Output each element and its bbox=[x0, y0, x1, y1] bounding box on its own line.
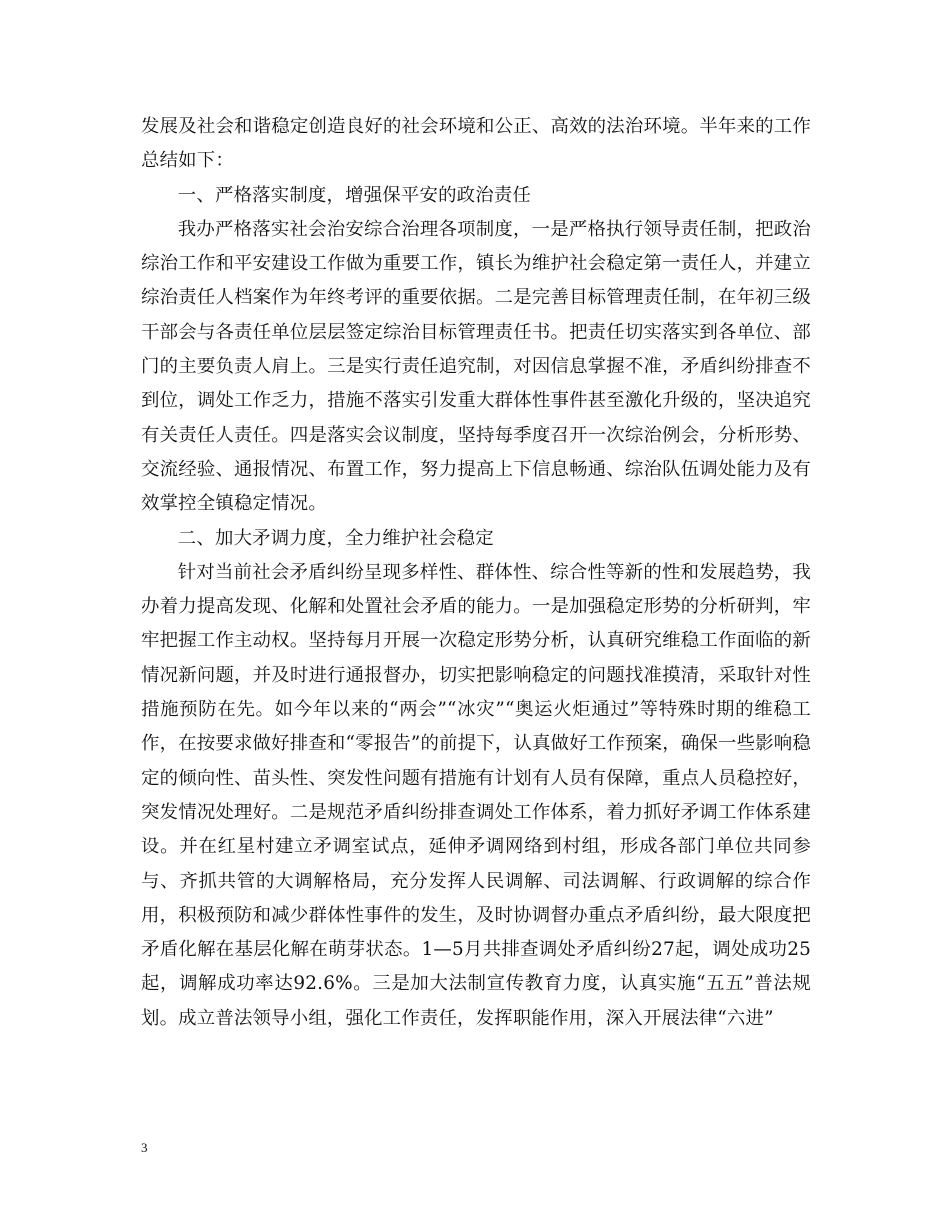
paragraph-section-1-body: 我办严格落实社会治安综合治理各项制度，一是严格执行领导责任制，把政治综治工作和平安建设工作做为重要工作，镇长为维护社会稳定第一责任人，并建立综治责任人档案作为年终考评的重要依据。二是完善目标管理责任制，在年初三级干部会与各责任单位层层签定综治目标管理责任书。把责任切实落实到各单位、部门的主要负责人肩上。三是实行责任追究制，对因信息掌握不准，矛盾纠纷排查不到位，调处工作乏力，措施不落实引发重大群体性事件甚至激化升级的，坚决追究有关责任人责任。四是落实会议制度，坚持每季度召开一次综治例会，分析形势、交流经验、通报情况、布置工作，努力提高上下信息畅通、综治队伍调处能力及有效掌控全镇稳定情况。 bbox=[141, 218, 811, 515]
paragraph-section-2-body: 针对当前社会矛盾纠纷呈现多样性、群体性、综合性等新的性和发展趋势，我办着力提高发现、化解和处置社会矛盾的能力。一是加强稳定形势的分析研判，牢牢把握工作主动权。坚持每月开展一次稳定形势分析，认真研究维稳工作面临的新情况新问题，并及时进行通报督办，切实把影响稳定的问题找准摸清，采取针对性措施预防在先。如今年以来的“两会”“冰灾”“奥运火炬通过”等特殊时期的维稳工作，在按要求做好排查和“零报告”的前提下，认真做好工作预案，确保一些影响稳定的倾向性、苗头性、突发性问题有措施有计划有人员有保障，重点人员稳控好，突发情况处理好。二是规范矛盾纠纷排查调处工作体系，着力抓好矛调工作体系建设。并在红星村建立矛调室试点，延伸矛调网络到村组，形成各部门单位共同参与、齐抓共管的大调解格局，充分发挥人民调解、司法调解、行政调解的综合作用，积极预防和减少群体性事件的发生，及时协调督办重点矛盾纠纷，最大限度把矛盾化解在基层化解在萌芽状态。1—5月共排查调处矛盾纠纷27起，调处成功25起，调解成功率达92.6%。三是加大法制宣传教育力度，认真实施“五五”普法规划。成立普法领导小组，强化工作责任，发挥职能作用，深入开展法律“六进” bbox=[141, 561, 811, 1029]
section-heading-1: 一、严格落实制度，增强保平安的政治责任 bbox=[177, 184, 532, 206]
document-page bbox=[141, 110, 811, 1036]
section-heading-2: 二、加大矛调力度，全力维护社会稳定 bbox=[177, 527, 494, 549]
page-number: 3 bbox=[141, 1140, 148, 1155]
paragraph-intro-continued: 发展及社会和谐稳定创造良好的社会环境和公正、高效的法治环境。半年来的工作总结如下： bbox=[141, 116, 811, 172]
